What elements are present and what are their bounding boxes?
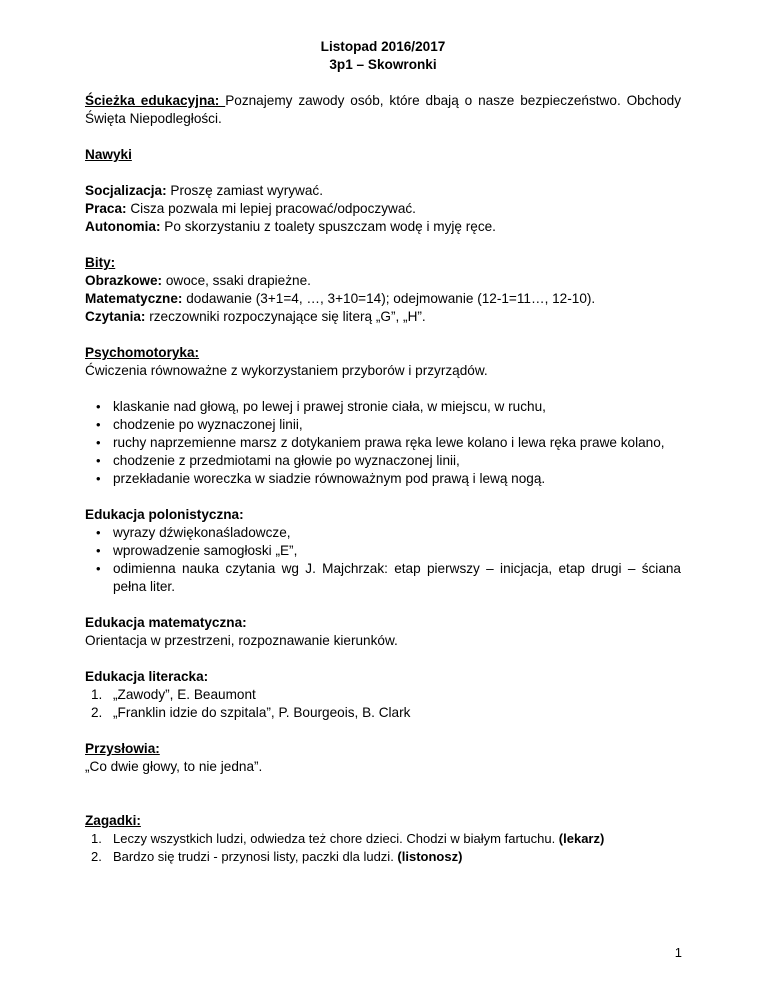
list-item [85,830,681,848]
nawyki-text: Po skorzystaniu z toalety spuszczam wodę i myję ręce. [160,219,496,234]
sciezka-paragraph [85,92,681,128]
bity-item [85,290,681,308]
polonistyczna-list [85,524,681,596]
document-content [85,38,681,866]
riddle-text: Bardzo się trudzi - przynosi listy, paczki dla ludzi. [113,849,398,864]
bity-label: Matematyczne: [85,291,183,306]
nawyki-label: Socjalizacja: [85,183,167,198]
nawyki-item [85,218,681,236]
literacka-list [85,686,681,722]
list-item: • wprowadzenie samogłoski „E”, [85,542,681,560]
list-item: • chodzenie z przedmiotami na głowie po wyznaczonej linii, [85,452,681,470]
sciezka-label: Ścieżka edukacyjna: [85,93,226,108]
nawyki-text: Proszę zamiast wyrywać. [166,183,323,198]
nawyki-heading: Nawyki [85,147,132,162]
list-item: • klaskanie nad głową, po lewej i prawej stronie ciała, w miejscu, w ruchu, [85,398,681,416]
literacka-heading: Edukacja literacka: [85,669,209,684]
riddle-text: Leczy wszystkich ludzi, odwiedza też chore dzieci. Chodzi w białym fartuchu. [113,831,559,846]
bity-item [85,308,681,326]
bity-label: Obrazkowe: [85,273,163,288]
riddle-answer: (lekarz) [558,831,605,846]
nawyki-label: Praca: [85,201,127,216]
bity-text: dodawanie (3+1=4, …, 3+10=14); odejmowanie (12-1=11…, 12-10). [182,291,596,306]
polonistyczna-heading: Edukacja polonistyczna: [85,507,244,522]
psychomotoryka-heading: Psychomotoryka: [85,345,200,360]
list-item [85,686,681,704]
list-number: 1. [91,687,103,702]
nawyki-text: Cisza pozwala mi lepiej pracować/odpoczywać. [126,201,416,216]
nawyki-item [85,182,681,200]
zagadki-list [85,830,681,866]
nawyki-label: Autonomia: [85,219,161,234]
psychomotoryka-list [85,398,681,488]
list-text: „Franklin idzie do szpitala”, P. Bourgeois, B. Clark [113,705,411,720]
bity-text: rzeczowniki rozpoczynające się literą „G”, „H”. [145,309,426,324]
przyslowia-heading: Przysłowia: [85,741,160,756]
przyslowia-text: „Co dwie głowy, to nie jedna”. [85,759,263,774]
bity-label: Czytania: [85,309,146,324]
bity-item [85,272,681,290]
list-item [85,848,681,866]
riddle-answer: (listonosz) [397,849,463,864]
bity-heading: Bity: [85,255,116,270]
bity-text: owoce, ssaki drapieżne. [162,273,311,288]
header-month: Listopad 2016/2017 [320,39,446,54]
list-item: • chodzenie po wyznaczonej linii, [85,416,681,434]
list-item: • przekładanie woreczka w siadzie równoważnym pod prawą i lewą nogą. [85,470,681,488]
list-number: 1. [91,831,102,846]
list-item: • wyrazy dźwiękonaśladowcze, [85,524,681,542]
page-number: 1 [674,945,682,960]
list-text: „Zawody”, E. Beaumont [113,687,256,702]
header-group: 3p1 – Skowronki [329,57,437,72]
psychomotoryka-intro: Ćwiczenia równoważne z wykorzystaniem przyborów i przyrządów. [85,363,488,378]
sciezka-text: Poznajemy zawody osób, które dbają o nasze bezpieczeństwo. Obchody Święta Niepodległości. [85,93,681,126]
matematyczna-heading: Edukacja matematyczna: [85,615,247,630]
list-item: • ruchy naprzemienne marsz z dotykaniem prawa ręka lewe kolano i lewa ręka prawe kolano, [85,434,681,452]
list-item: • odimienna nauka czytania wg J. Majchrzak: etap pierwszy – inicjacja, etap drugi – ściana pełna liter. [85,560,681,596]
zagadki-heading: Zagadki: [85,813,141,828]
list-item [85,704,681,722]
nawyki-item [85,200,681,218]
list-number: 2. [91,849,102,864]
matematyczna-text: Orientacja w przestrzeni, rozpoznawanie kierunków. [85,633,398,648]
list-number: 2. [91,705,103,720]
